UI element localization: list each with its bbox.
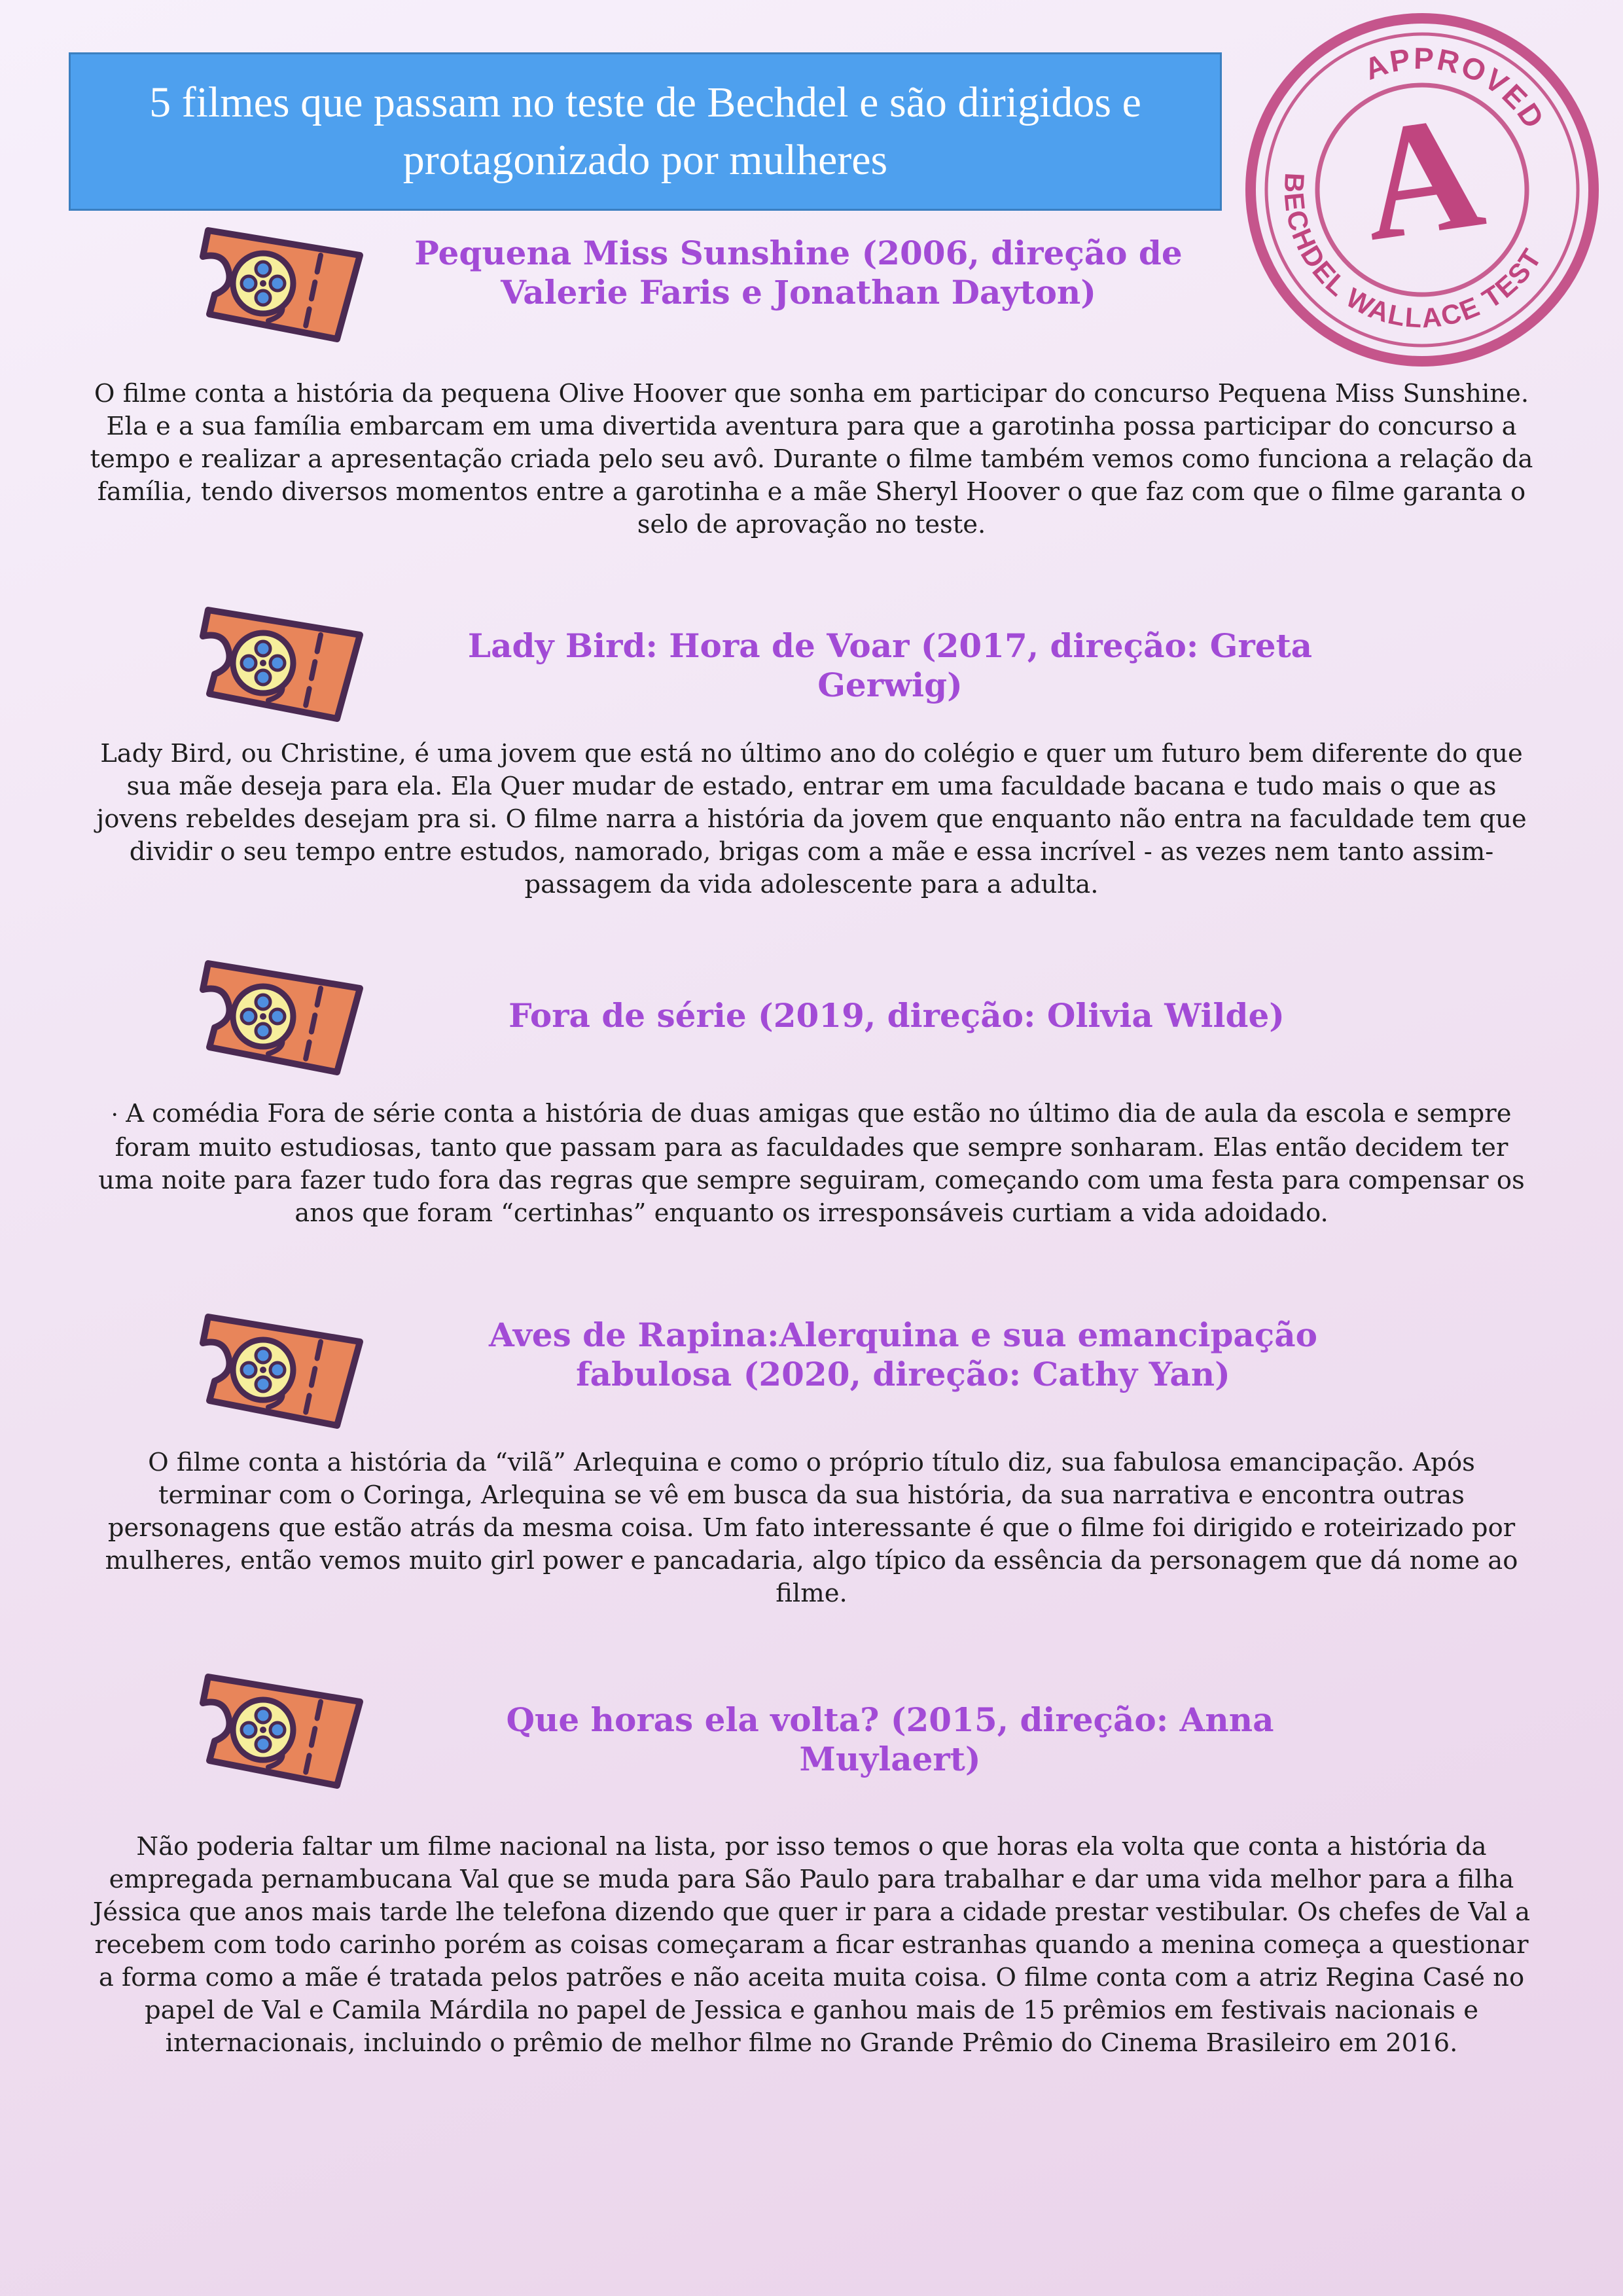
stamp-top-text: APPROVED (1359, 41, 1552, 136)
movie-description: Não poderia faltar um filme nacional na lista, por isso temos o que horas ela volta que conta a história da empregada pernambucana Val que se muda para São Paulo para trabalhar e dar uma vida melhor para a filha Jéssica que anos mais tarde lhe telefona dizendo que quer ir para a cidade prestar vestibular. Os chefes de Val a recebem com todo carinho porém as coisas começaram a ficar estranhas quando a menina começa a questionar a forma como a mãe é tratada pelos patrões e não aceita muita coisa. O filme conta com a atriz Regina Casé no papel de Val e Camila Márdila no papel de Jessica e ganhou mais de 15 prêmios em festivais nacionais e internacionais, incluindo o prêmio de melhor filme no Grande Prêmio do Cinema Brasileiro em 2016. (92, 1832, 1531, 2058)
movie-title: Lady Bird: Hora de Voar (2017, direção: Greta Gerwig) (467, 626, 1313, 704)
movie-description: O filme conta a história da “vilã” Arlequina e como o próprio título diz, sua fabulosa emancipação. Após terminar com o Coringa, Arlequina se vê em busca da sua história, da sua narrativa e encontra outras personagens que estão atrás da mesma coisa. Um fato interessante é que o filme foi dirigido e roteirizado por mulheres, então vemos muito girl power e pancadaria, algo típico da essência da personagem que dá nome ao filme. (105, 1448, 1518, 1608)
bullet-mark: • (111, 1109, 118, 1121)
movie-title: Fora de série (2019, direção: Olivia Wilde) (508, 996, 1285, 1035)
stamp-letter: A (1350, 79, 1493, 276)
movie-description: O filme conta a história da pequena Olive Hoover que sonha em participar do concurso Pequena Miss Sunshine. Ela e a sua família embarcam em uma divertida aventura para que a garotinha possa participar do concurso a tempo e realizar a apresentação criada pelo seu avô. Durante o filme também vemos como funciona a relação da família, tendo diversos momentos entre a garotinha e a mãe Sheryl Hoover o que faz com que o filme garanta o selo de aprovação no teste. (90, 379, 1533, 539)
ticket-film-reel-icon (196, 1302, 373, 1433)
movie-title: Pequena Miss Sunshine (2006, direção de Valerie Faris e Jonathan Dayton) (414, 234, 1183, 312)
ticket-film-reel-icon (196, 949, 373, 1080)
header-banner (69, 52, 1222, 211)
movie-description-text: A comédia Fora de série conta a história de duas amigas que estão no último dia de aula da escola e sempre foram muito estudiosas, tanto que passam para as faculdades que sempre sonharam. Elas então decidem ter uma noite para fazer tudo fora das regras que sempre seguiram, começando com uma festa para compensar os anos que foram “certinhas” enquanto os irresponsáveis curtiam a vida adoidado. (98, 1099, 1525, 1228)
ticket-film-reel-icon (196, 1662, 373, 1793)
movie-description (88, 1098, 1535, 1230)
page-title: 5 filmes que passam no teste de Bechdel e são dirigidos e protagonizado por mulheres (149, 79, 1141, 184)
stamp-bottom-text: BECHDEL WALLACE TEST (1278, 171, 1548, 334)
movie-description: Lady Bird, ou Christine, é uma jovem que está no último ano do colégio e quer um futuro bem diferente do que sua mãe deseja para ela. Ela Quer mudar de estado, entrar em uma faculdade bacana e tudo mais o que as jovens rebeldes desejam pra si. O filme narra a história da jovem que enquanto não entra na faculdade tem que dividir o seu tempo entre estudos, namorado, brigas com a mãe e essa incrível - as vezes nem tanto assim- passagem da vida adolescente para a adulta. (96, 739, 1527, 899)
movie-title: Aves de Rapina:Alerquina e sua emancipação fabulosa (2020, direção: Cathy Yan) (488, 1316, 1317, 1393)
bechdel-approved-stamp (1239, 7, 1605, 373)
movie-title: Que horas ela volta? (2015, direção: Anna Muylaert) (506, 1700, 1274, 1778)
ticket-film-reel-icon (196, 216, 373, 347)
ticket-film-reel-icon (196, 596, 373, 726)
